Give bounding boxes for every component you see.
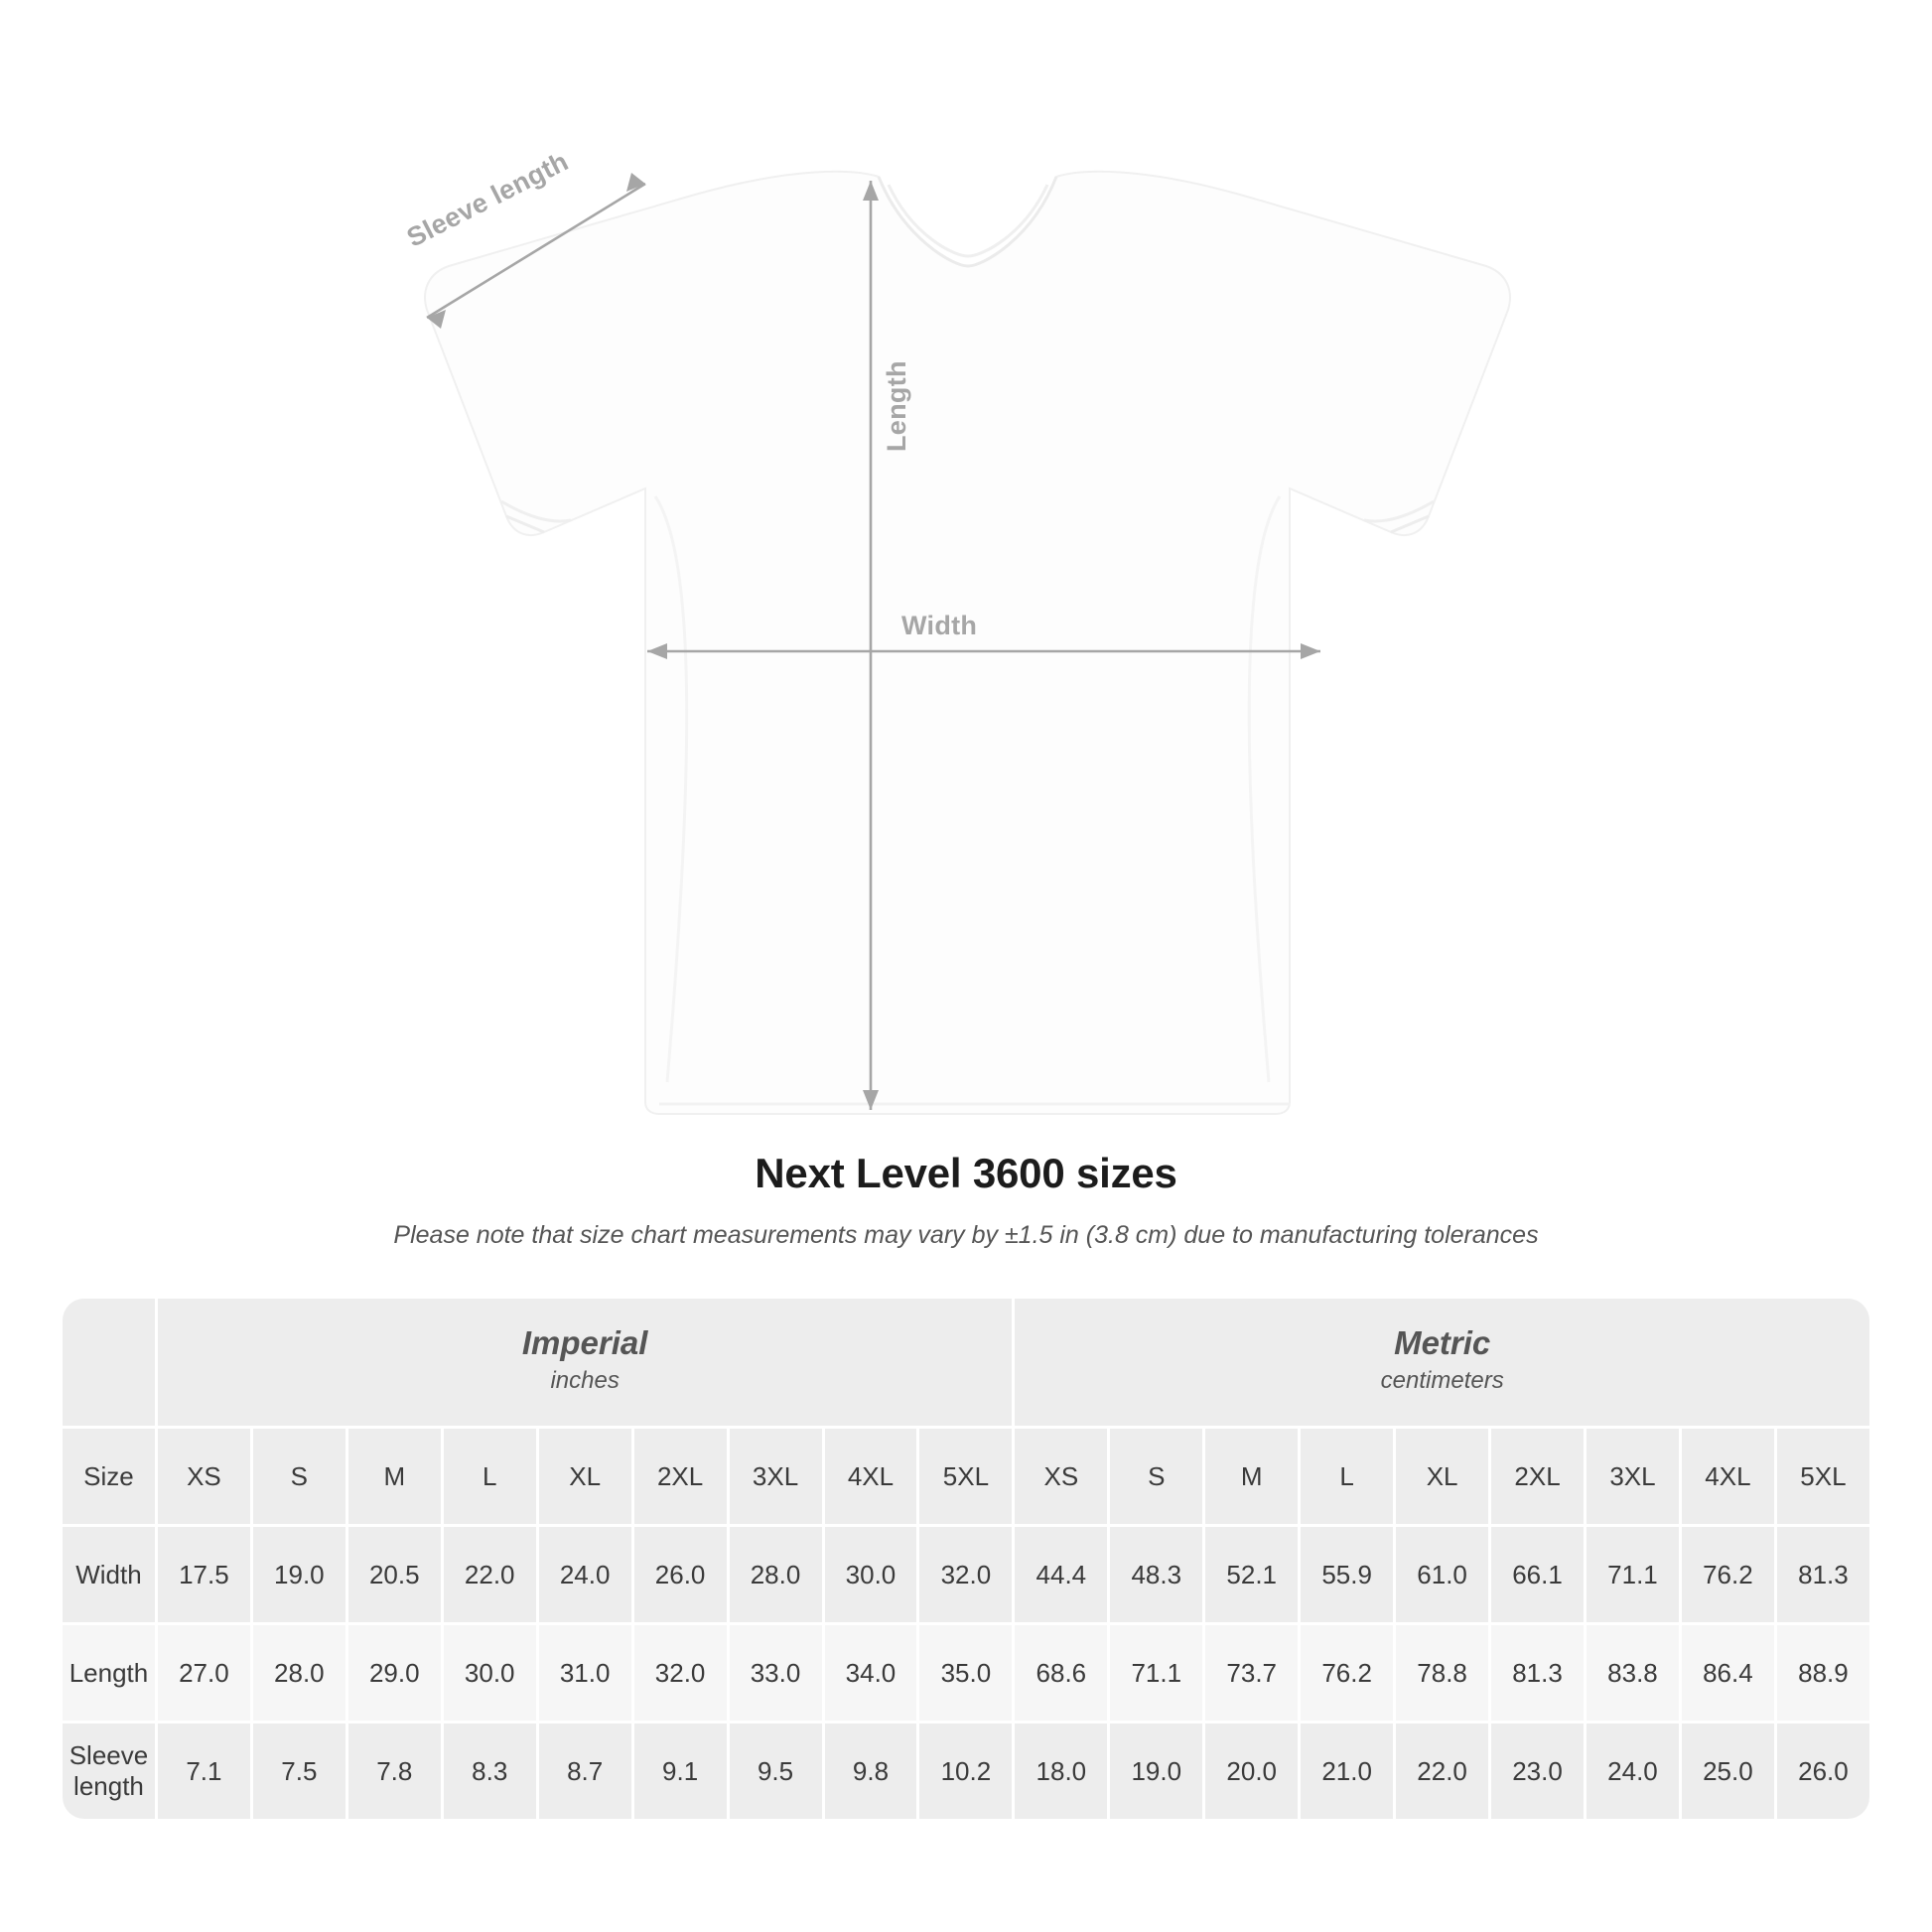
measure-cell: 24.0 bbox=[1587, 1724, 1679, 1819]
measure-cell: 26.0 bbox=[1777, 1724, 1869, 1819]
page-title: Next Level 3600 sizes bbox=[755, 1150, 1177, 1196]
tshirt-shape bbox=[425, 172, 1510, 1114]
size-header-row bbox=[63, 1429, 1869, 1524]
measure-cell: 73.7 bbox=[1205, 1625, 1298, 1721]
table-row bbox=[63, 1724, 1869, 1819]
measure-cell: 22.0 bbox=[1396, 1724, 1488, 1819]
measure-cell: 30.0 bbox=[444, 1625, 536, 1721]
measure-cell: 61.0 bbox=[1396, 1527, 1488, 1622]
measure-cell: 27.0 bbox=[158, 1625, 250, 1721]
measure-cell: 21.0 bbox=[1301, 1724, 1393, 1819]
measure-cell: 29.0 bbox=[348, 1625, 441, 1721]
title-block bbox=[0, 1150, 1932, 1250]
measure-cell: 44.4 bbox=[1015, 1527, 1107, 1622]
measure-cell: 25.0 bbox=[1682, 1724, 1774, 1819]
measure-cell: 48.3 bbox=[1110, 1527, 1202, 1622]
size-header-cell: 2XL bbox=[1491, 1429, 1584, 1524]
measure-cell: 19.0 bbox=[1110, 1724, 1202, 1819]
measure-cell: 20.0 bbox=[1205, 1724, 1298, 1819]
measure-cell: 8.7 bbox=[539, 1724, 631, 1819]
measure-cell: 7.8 bbox=[348, 1724, 441, 1819]
measure-cell: 32.0 bbox=[919, 1527, 1012, 1622]
size-header-cell: 2XL bbox=[634, 1429, 727, 1524]
measure-cell: 17.5 bbox=[158, 1527, 250, 1622]
size-header-cell: 5XL bbox=[1777, 1429, 1869, 1524]
measure-cell: 71.1 bbox=[1110, 1625, 1202, 1721]
row-label-width: Width bbox=[63, 1527, 155, 1622]
size-header-cell: XL bbox=[539, 1429, 631, 1524]
measure-cell: 9.1 bbox=[634, 1724, 727, 1819]
row-label-length: Length bbox=[63, 1625, 155, 1721]
measure-cell: 23.0 bbox=[1491, 1724, 1584, 1819]
measure-cell: 35.0 bbox=[919, 1625, 1012, 1721]
measure-cell: 22.0 bbox=[444, 1527, 536, 1622]
measure-cell: 28.0 bbox=[253, 1625, 345, 1721]
measure-cell: 66.1 bbox=[1491, 1527, 1584, 1622]
measure-cell: 7.5 bbox=[253, 1724, 345, 1819]
measure-cell: 28.0 bbox=[730, 1527, 822, 1622]
size-header-cell: XL bbox=[1396, 1429, 1488, 1524]
measure-cell: 31.0 bbox=[539, 1625, 631, 1721]
size-header-cell: S bbox=[253, 1429, 345, 1524]
size-row-label: Size bbox=[63, 1429, 155, 1524]
measure-cell: 76.2 bbox=[1301, 1625, 1393, 1721]
measure-cell: 9.5 bbox=[730, 1724, 822, 1819]
measure-cell: 81.3 bbox=[1491, 1625, 1584, 1721]
unit-sub-metric: centimeters bbox=[1380, 1366, 1504, 1394]
size-header-cell: 4XL bbox=[1682, 1429, 1774, 1524]
measure-cell: 34.0 bbox=[825, 1625, 917, 1721]
measure-cell: 81.3 bbox=[1777, 1527, 1869, 1622]
measure-cell: 19.0 bbox=[253, 1527, 345, 1622]
unit-name-metric: Metric bbox=[1394, 1323, 1491, 1361]
tolerance-note: Please note that size chart measurements may vary by ±1.5 in (3.8 cm) due to manufacturing tolerances bbox=[393, 1221, 1539, 1249]
measure-cell: 86.4 bbox=[1682, 1625, 1774, 1721]
measure-cell: 32.0 bbox=[634, 1625, 727, 1721]
measure-cell: 20.5 bbox=[348, 1527, 441, 1622]
measure-cell: 78.8 bbox=[1396, 1625, 1488, 1721]
size-header-cell: M bbox=[1205, 1429, 1298, 1524]
measure-cell: 71.1 bbox=[1587, 1527, 1679, 1622]
size-header-cell: S bbox=[1110, 1429, 1202, 1524]
size-header-cell: XS bbox=[1015, 1429, 1107, 1524]
measure-cell: 83.8 bbox=[1587, 1625, 1679, 1721]
table-row bbox=[63, 1527, 1869, 1622]
size-table-wrapper bbox=[60, 1296, 1872, 1822]
measure-cell: 68.6 bbox=[1015, 1625, 1107, 1721]
measure-cell: 30.0 bbox=[825, 1527, 917, 1622]
sleeve-length-label: Sleeve length bbox=[402, 146, 574, 253]
measure-cell: 26.0 bbox=[634, 1527, 727, 1622]
size-header-cell: 3XL bbox=[730, 1429, 822, 1524]
measure-cell: 18.0 bbox=[1015, 1724, 1107, 1819]
row-label-sleeve-length: Sleeve length bbox=[63, 1724, 155, 1819]
size-header-cell: XS bbox=[158, 1429, 250, 1524]
unit-name-imperial: Imperial bbox=[521, 1323, 648, 1361]
measure-cell: 76.2 bbox=[1682, 1527, 1774, 1622]
measure-cell: 8.3 bbox=[444, 1724, 536, 1819]
unit-sub-imperial: inches bbox=[550, 1366, 620, 1394]
table-row bbox=[63, 1625, 1869, 1721]
measure-cell: 33.0 bbox=[730, 1625, 822, 1721]
unit-header-row bbox=[63, 1299, 1869, 1426]
unit-header-metric bbox=[1015, 1299, 1869, 1426]
size-table bbox=[60, 1296, 1872, 1822]
size-header-cell: 5XL bbox=[919, 1429, 1012, 1524]
measure-cell: 55.9 bbox=[1301, 1527, 1393, 1622]
measure-cell: 52.1 bbox=[1205, 1527, 1298, 1622]
length-label: Length bbox=[882, 360, 911, 452]
size-header-cell: L bbox=[444, 1429, 536, 1524]
measure-cell: 88.9 bbox=[1777, 1625, 1869, 1721]
measure-cell: 7.1 bbox=[158, 1724, 250, 1819]
size-header-cell: 4XL bbox=[825, 1429, 917, 1524]
measure-cell: 24.0 bbox=[539, 1527, 631, 1622]
unit-header-spacer bbox=[63, 1299, 155, 1426]
size-header-cell: M bbox=[348, 1429, 441, 1524]
size-header-cell: L bbox=[1301, 1429, 1393, 1524]
width-label: Width bbox=[901, 611, 978, 640]
measure-cell: 9.8 bbox=[825, 1724, 917, 1819]
size-header-cell: 3XL bbox=[1587, 1429, 1679, 1524]
unit-header-imperial bbox=[158, 1299, 1012, 1426]
measure-cell: 10.2 bbox=[919, 1724, 1012, 1819]
